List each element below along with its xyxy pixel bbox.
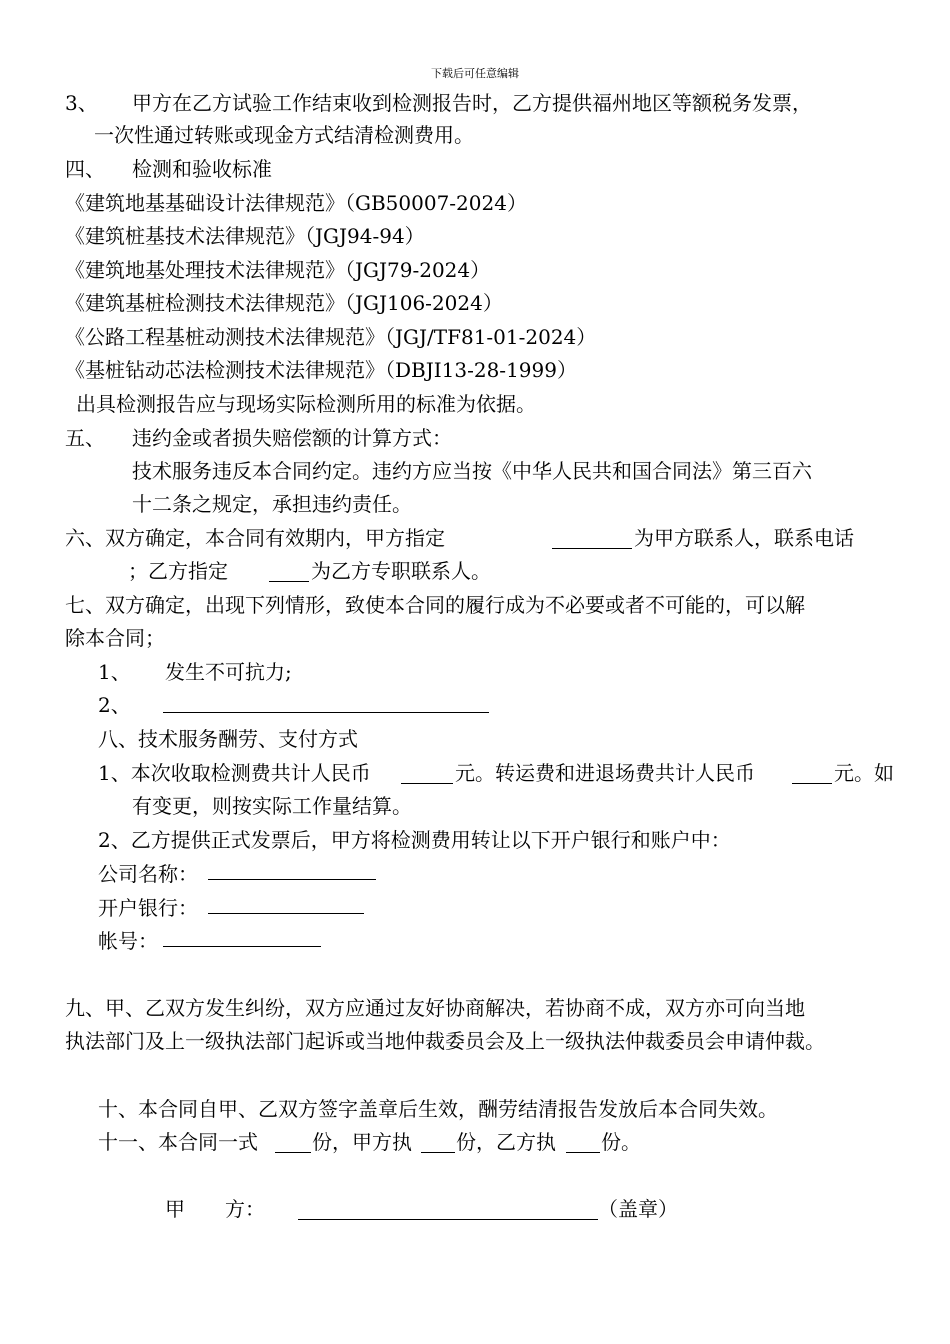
section-8-item-1c: 元。如 [834,761,894,785]
bank-blank [208,893,364,914]
section-6-line-2b: 为乙方专职联系人。 [311,559,491,583]
section-11a: 十一、本合同一式 [98,1130,258,1154]
party-a-sign-label: 甲 方： [165,1197,265,1221]
clause-3-number: 3、 [65,91,98,115]
standard-item: 《建筑地基处理技术法律规范》（JGJ79-2024） [65,258,491,282]
section-5-title: 违约金或者损失赔偿额的计算方式： [132,426,452,450]
section-5-line-2: 十二条之规定，承担违约责任。 [132,492,412,516]
section-6-line-1a: 六、双方确定，本合同有效期内，甲方指定 [65,526,445,550]
account-blank [163,926,321,947]
copies-a-blank [421,1132,455,1153]
section-4-number: 四、 [65,157,105,181]
party-a-sign-blank [298,1199,598,1220]
company-name-blank [208,859,376,880]
contact-a-blank [552,528,632,549]
section-7-item-1-text: 发生不可抗力; [165,660,292,684]
section-8-item-2: 2、乙方提供正式发票后，甲方将检测费用转让以下开户银行和账户中： [98,828,731,852]
transport-fee-blank [792,763,832,784]
section-4-title: 检测和验收标准 [132,157,272,181]
clause-3-line-1: 甲方在乙方试验工作结束收到检测报告时，乙方提供福州地区等额税务发票， [132,91,812,115]
section-7-item-2-blank [163,692,489,713]
standard-item: 《建筑地基基础设计法律规范》（GB50007-2024） [65,191,527,215]
standard-item: 《公路工程基桩动测技术法律规范》（JGJ/TF81-01-2024） [65,325,597,349]
standard-item: 《建筑基桩检测技术法律规范》（JGJ106-2024） [65,291,503,315]
test-fee-blank [401,763,453,784]
section-8-title: 八、技术服务酬劳、支付方式 [98,727,358,751]
section-8-item-1d: 有变更，则按实际工作量结算。 [132,794,412,818]
section-5-number: 五、 [65,426,105,450]
section-11b: 份，甲方执 [312,1130,412,1154]
section-11c: 份，乙方执 [456,1130,556,1154]
contact-b-blank [269,561,309,582]
section-6-line-1b: 为甲方联系人，联系电话 [634,526,854,550]
section-7-line-1: 七、双方确定，出现下列情形，致使本合同的履行成为不必要或者不可能的，可以解 [65,593,805,617]
account-label: 帐号： [98,929,158,953]
standard-item: 《基桩钻动芯法检测技术法律规范》（DBJI13-28-1999） [65,358,577,382]
section-7-item-1-number: 1、 [98,660,131,684]
section-9-line-2: 执法部门及上一级执法部门起诉或当地仲裁委员会及上一级执法仲裁委员会申请仲裁。 [65,1029,825,1053]
bank-label: 开户银行： [98,896,198,920]
section-7-line-2: 除本合同； [65,626,165,650]
copies-b-blank [566,1132,600,1153]
clause-3-line-2: 一次性通过转账或现金方式结清检测费用。 [94,123,474,147]
company-name-label: 公司名称： [98,862,198,886]
section-5-line-1: 技术服务违反本合同约定。违约方应当按《中华人民共和国合同法》第三百六 [132,459,812,483]
section-6-line-2a: ；乙方指定 [128,559,228,583]
seal-label: （盖章） [598,1197,678,1221]
page-header-note: 下载后可任意编辑 [431,67,519,80]
copies-total-blank [275,1132,311,1153]
section-10: 十、本合同自甲、乙双方签字盖章后生效，酬劳结清报告发放后本合同失效。 [98,1097,778,1121]
section-9-line-1: 九、甲、乙双方发生纠纷，双方应通过友好协商解决，若协商不成，双方亦可向当地 [65,996,805,1020]
section-8-item-1b: 元。转运费和进退场费共计人民币 [455,761,755,785]
standard-item: 《建筑桩基技术法律规范》（JGJ94-94） [65,224,425,248]
section-7-item-2-number: 2、 [98,693,131,717]
section-8-item-1a: 1、本次收取检测费共计人民币 [98,761,371,785]
section-11d: 份。 [601,1130,641,1154]
standards-basis: 出具检测报告应与现场实际检测所用的标准为依据。 [76,392,536,416]
